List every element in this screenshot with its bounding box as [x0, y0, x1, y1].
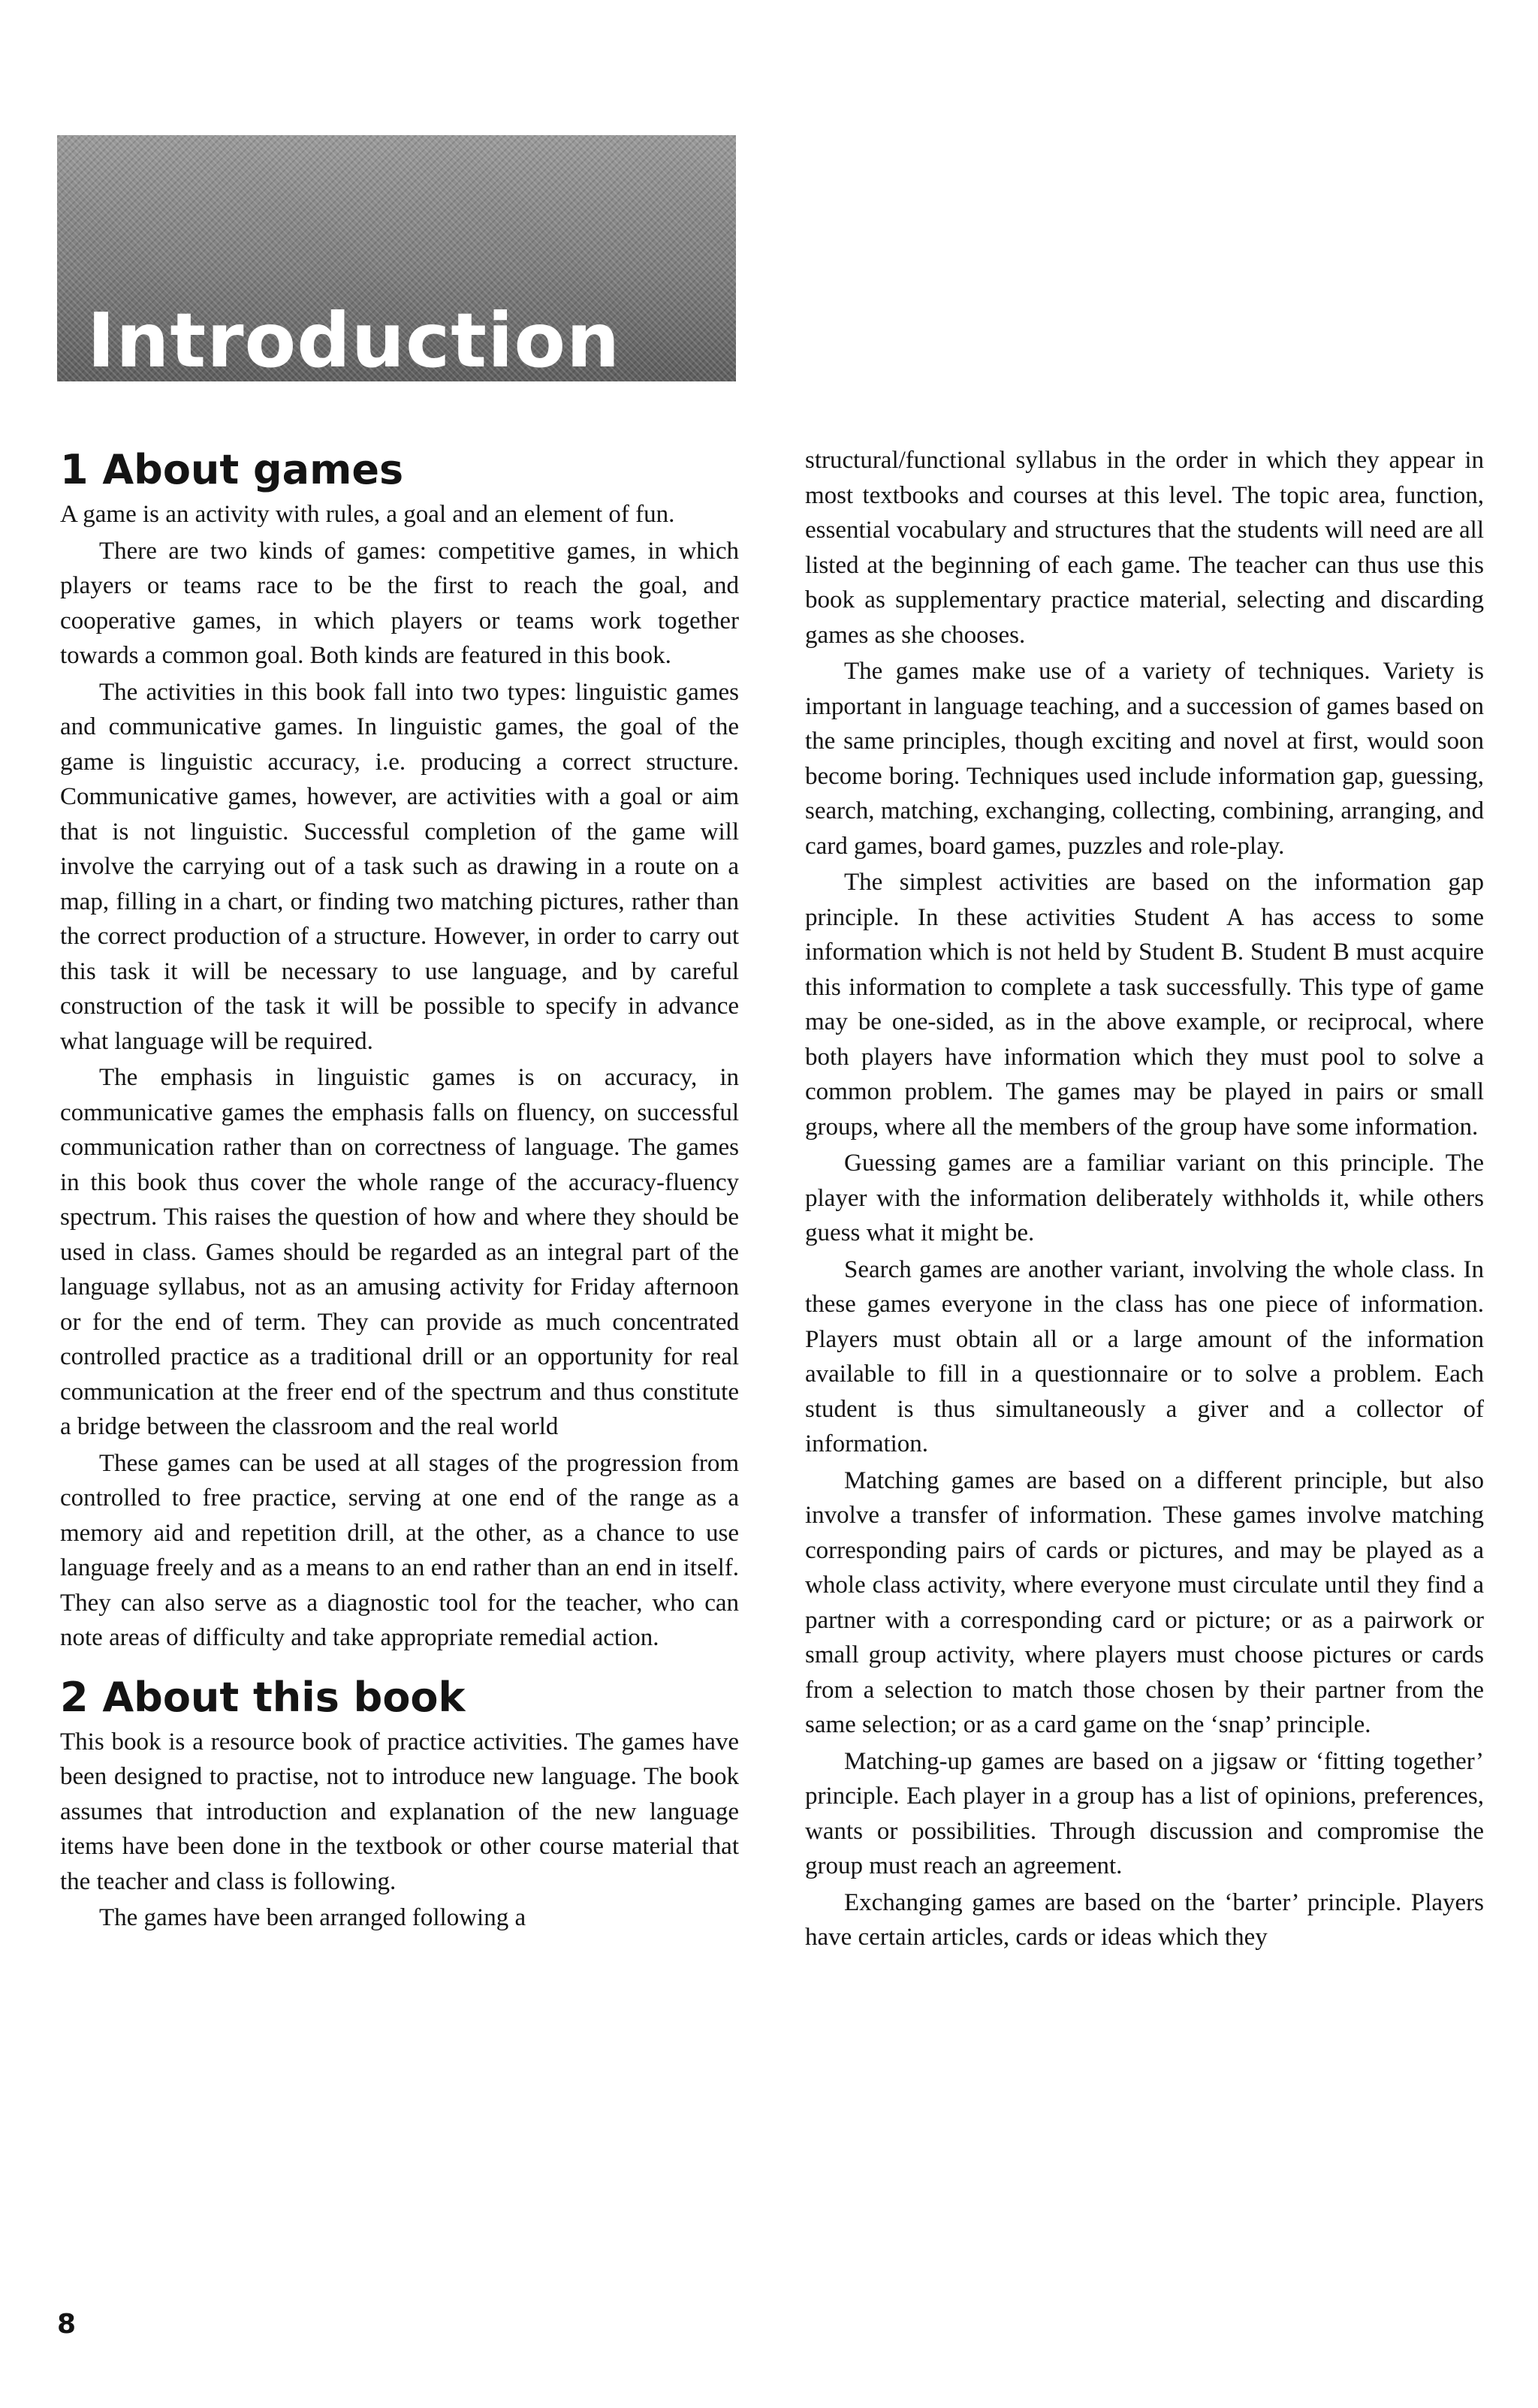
paragraph: A game is an activity with rules, a goal and an element of fun.: [60, 501, 675, 528]
paragraph: The games make use of a variety of techniques. Variety is important in language teaching, and a succession of games based on the same principles, though exciting and novel at first, would soon become boring. Techniques used include information gap, guessing, search, matching, exchanging, collecting, combining, arranging, and card games, board games, puzzles and role-play.: [805, 658, 1484, 860]
paragraph: The emphasis in linguistic games is on accuracy, in communicative games the emphasis falls on fluency, on successful communication rather than on correctness of language. The games in this book thus cover the whole range of the accuracy-fluency spectrum. This raises the question of how and where they should be used in class. Games should be regarded as an integral part of the language syllabus, not as an amusing activity for Friday afternoon or for the end of term. They can provide as much concentrated controlled practice as a traditional drill or an opportunity for real communication at the freer end of the spectrum and thus constitute a bridge between the classroom and the real world: [60, 1064, 739, 1440]
right-column: [805, 443, 1484, 1957]
paragraph: The activities in this book fall into two types: linguistic games and communicative games. In linguistic games, the goal of the game is linguistic accuracy, i.e. producing a correct structure. Communicative games, however, are activities with a goal or aim that is not linguistic. Successful completion of the game will involve the carrying out of a task such as drawing in a route on a map, filling in a chart, or finding two matching pictures, rather than the correct production of a structure. However, in order to carry out this task it will be necessary to use language, and by careful construction of the task it will be possible to specify in advance what language will be required.: [60, 678, 739, 1055]
paragraph: These games can be used at all stages of the progression from controlled to free practice, serving at one end of the range as a memory aid and repetition drill, at the other, as a chance to use language freely and as a means to an end rather than an end in itself. They can also serve as a diagnostic tool for the teacher, who can note areas of difficulty and take appropriate remedial action.: [60, 1449, 739, 1651]
paragraph: This book is a resource book of practice activities. The games have been designed to practise, not to introduce new language. The book assumes that introduction and explanation of the new language items have been done in the textbook or other course material that the teacher and class is following.: [60, 1728, 739, 1895]
paragraph: Exchanging games are based on the ‘barter’ principle. Players have certain articles, cards or ideas which they: [805, 1888, 1484, 1951]
chapter-title: Introduction: [87, 297, 621, 381]
left-column: [60, 443, 739, 1937]
section-heading-about-games: 1 About games: [60, 446, 404, 493]
paragraph: Matching games are based on a different principle, but also involve a transfer of information. These games involve matching corresponding pairs of cards or pictures, and may be played as a whole class activity, where everyone must circulate until they find a partner with a corresponding card or picture; or as a pairwork or small group activity, where players must choose pictures or cards from a selection to match those chosen by their partner from the same selection; or as a card game on the ‘snap’ principle.: [805, 1466, 1484, 1738]
page-number: 8: [57, 2309, 77, 2340]
paragraph: There are two kinds of games: competitive games, in which players or teams race to be the first to reach the goal, and cooperative games, in which players or teams work together towards a common goal. Both kinds are featured in this book.: [60, 537, 739, 669]
paragraph: Matching-up games are based on a jigsaw or ‘fitting together’ principle. Each player in a group has a list of opinions, preferences, wants or possibilities. Through discussion and compromise the group must reach an agreement.: [805, 1747, 1484, 1879]
section-heading-about-this-book: 2 About this book: [60, 1673, 466, 1721]
paragraph: The games have been arranged following a: [99, 1904, 526, 1931]
paragraph: Search games are another variant, involving the whole class. In these games everyone in the class has one piece of information. Players must obtain all or a large amount of the information available to fill in a questionnaire or to solve a problem. Each student is thus simultaneously a giver and a collector of information.: [805, 1255, 1484, 1457]
paragraph: structural/functional syllabus in the order in which they appear in most textbooks and courses at this level. The topic area, function, essential vocabulary and structures that the students will need are all listed at the beginning of each game. The teacher can thus use this book as supplementary practice material, selecting and discarding games as she chooses.: [805, 447, 1484, 649]
paragraph: The simplest activities are based on the information gap principle. In these activities Student A has access to some information which is not held by Student B. Student B must acquire this information to complete a task successfully. This type of game may be one-sided, as in the above example, or reciprocal, where both players have information which they must pool to solve a common problem. The games may be played in pairs or small groups, where all the members of the group have some information.: [805, 869, 1484, 1141]
paragraph: Guessing games are a familiar variant on this principle. The player with the information deliberately withholds it, while others guess what it might be.: [805, 1150, 1484, 1246]
chapter-banner: [57, 135, 736, 381]
